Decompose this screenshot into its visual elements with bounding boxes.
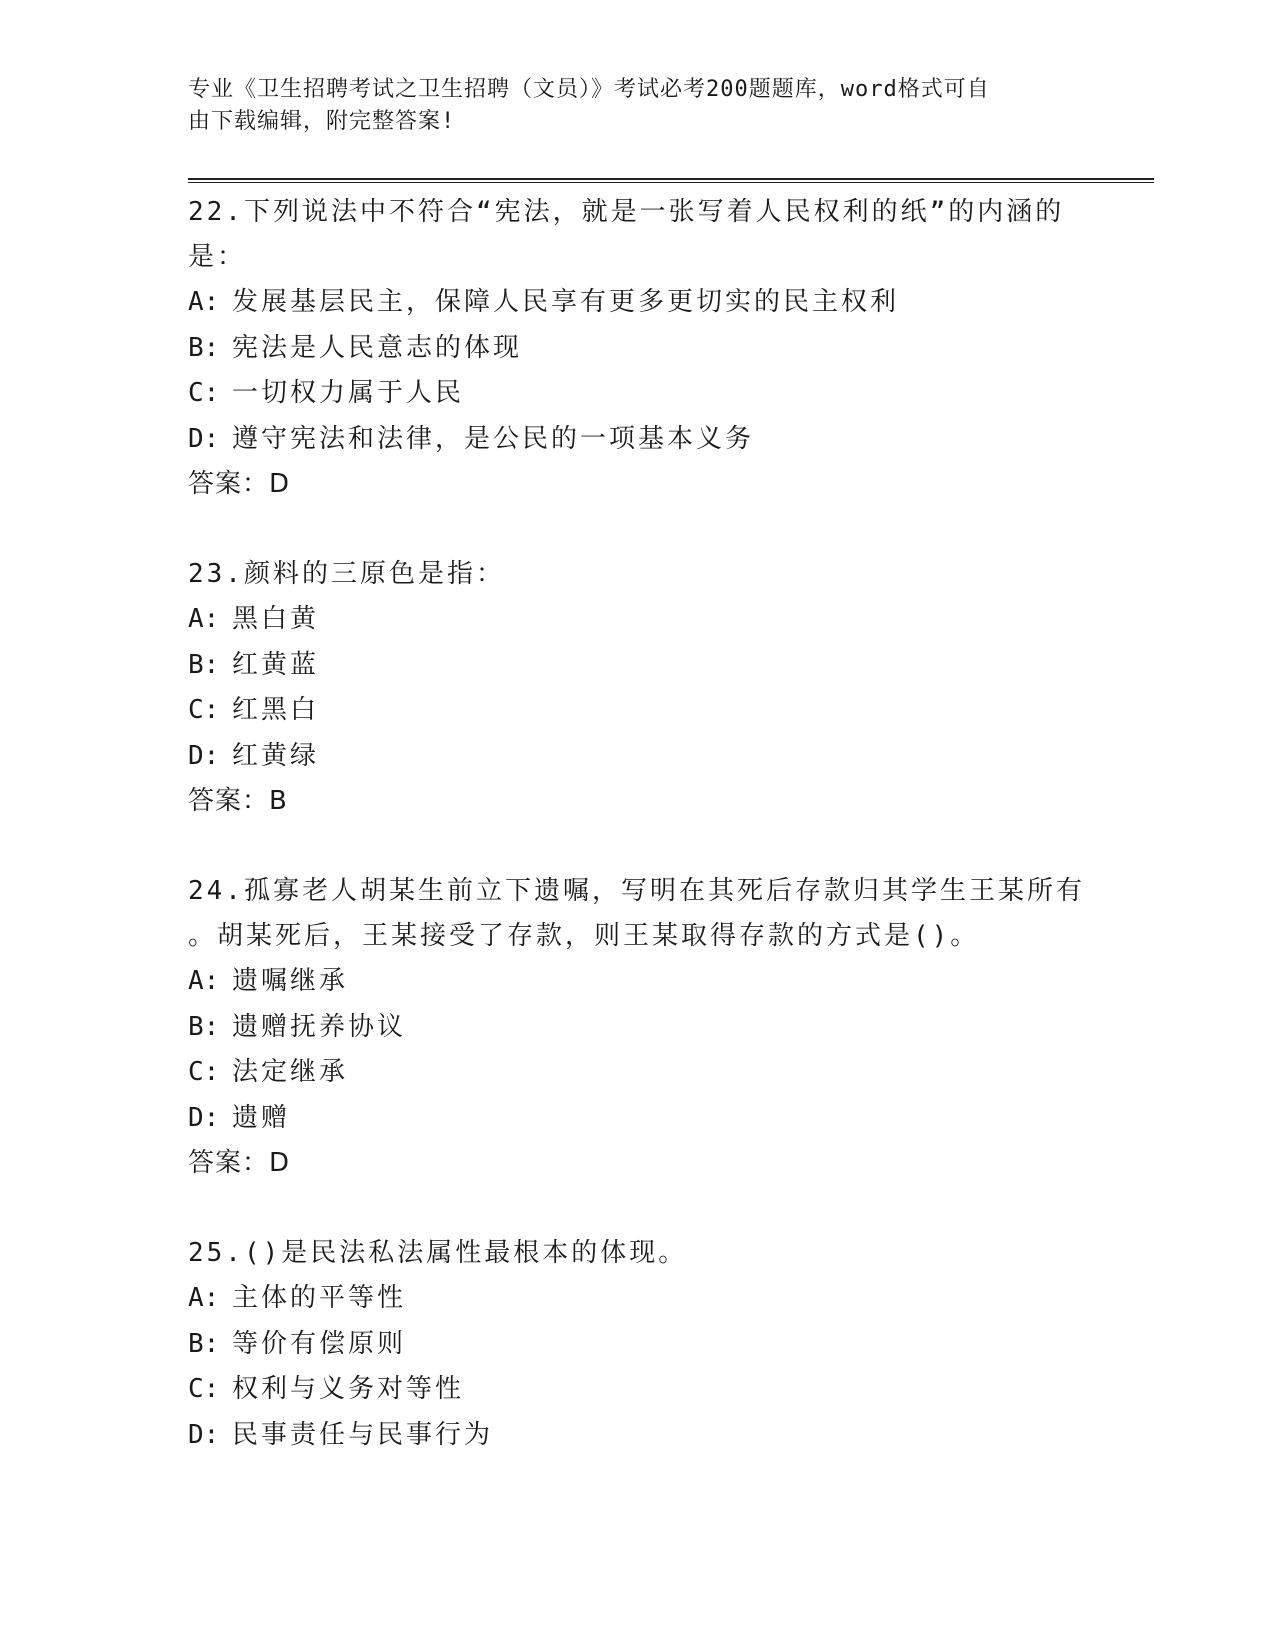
option-text: 遗赠抚养协议 (232, 1011, 407, 1042)
option-letter: A: (188, 604, 220, 634)
option-c (188, 1050, 1088, 1096)
question-22 (188, 190, 1088, 506)
option-a (188, 597, 1088, 643)
answer-line: 答案：B (188, 786, 288, 816)
option-d (188, 734, 1088, 780)
option-text: 遗赠 (232, 1102, 291, 1133)
option-a (188, 959, 1088, 1005)
option-text: 红黄蓝 (232, 649, 320, 680)
option-letter: D: (188, 1102, 220, 1133)
option-text: 权利与义务对等性 (232, 1374, 465, 1404)
option-letter: B: (188, 649, 220, 680)
option-text: 遵守宪法和法律，是公民的一项基本义务 (232, 423, 755, 454)
option-text: 宪法是人民意志的体现 (232, 332, 523, 363)
question-stem-line-1: 24.孤寡老人胡某生前立下遗嘱，写明在其死后存款归其学生王某所有 (188, 876, 1085, 906)
question-stem-line-1: 25.()是民法私法属性最根本的体现。 (188, 1238, 688, 1268)
option-text: 遗嘱继承 (232, 966, 349, 996)
option-list (188, 959, 1088, 1141)
option-c (188, 688, 1088, 734)
question-23 (188, 552, 1088, 823)
header-divider (188, 178, 1154, 183)
option-d (188, 1096, 1088, 1142)
question-stem-line-2: 。胡某死后，王某接受了存款，则王某取得存款的方式是()。 (188, 921, 980, 951)
option-text: 红黄绿 (232, 740, 320, 771)
option-a (188, 1276, 1088, 1322)
option-letter: C: (188, 1057, 220, 1087)
option-b (188, 1322, 1088, 1368)
option-letter: D: (188, 423, 220, 454)
option-letter: C: (188, 1374, 220, 1404)
option-d (188, 417, 1088, 463)
option-list (188, 1276, 1088, 1458)
option-letter: B: (188, 1011, 220, 1042)
option-list (188, 597, 1088, 779)
option-b (188, 326, 1088, 372)
option-letter: B: (188, 332, 220, 363)
question-stem-line-2: 是： (188, 242, 247, 272)
question-stem (188, 190, 1088, 280)
option-letter: A: (188, 966, 220, 996)
document-header (188, 74, 1068, 138)
option-letter: B: (188, 1328, 220, 1359)
option-list (188, 280, 1088, 462)
option-text: 民事责任与民事行为 (232, 1419, 494, 1450)
option-text: 一切权力属于人民 (232, 378, 465, 408)
option-a (188, 280, 1088, 326)
answer-line: 答案：D (188, 1148, 291, 1178)
question-stem (188, 552, 1088, 597)
answer-line: 答案：D (188, 469, 291, 499)
header-line-2: 由下载编辑，附完整答案! (188, 109, 456, 134)
question-stem-line-1: 23.颜料的三原色是指： (188, 559, 505, 589)
option-letter: D: (188, 1419, 220, 1450)
option-letter: C: (188, 378, 220, 408)
question-stem (188, 869, 1088, 959)
option-text: 主体的平等性 (232, 1283, 407, 1313)
question-list (188, 190, 1088, 1504)
option-text: 法定继承 (232, 1057, 349, 1087)
option-c (188, 371, 1088, 417)
question-25 (188, 1231, 1088, 1458)
option-letter: D: (188, 740, 220, 771)
option-text: 黑白黄 (232, 604, 320, 634)
question-24 (188, 869, 1088, 1185)
option-text: 发展基层民主，保障人民享有更多更切实的民主权利 (232, 287, 900, 317)
option-letter: A: (188, 287, 220, 317)
option-letter: C: (188, 695, 220, 725)
question-stem-line-1: 22.下列说法中不符合“宪法，就是一张写着人民权利的纸”的内涵的 (188, 197, 1065, 227)
option-b (188, 1005, 1088, 1051)
option-text: 红黑白 (232, 695, 320, 725)
question-stem (188, 1231, 1088, 1276)
option-letter: A: (188, 1283, 220, 1313)
option-text: 等价有偿原则 (232, 1328, 407, 1359)
option-d (188, 1413, 1088, 1459)
option-b (188, 643, 1088, 689)
header-line-1: 专业《卫生招聘考试之卫生招聘（文员）》考试必考200题题库，word格式可自 (188, 77, 990, 102)
option-c (188, 1367, 1088, 1413)
